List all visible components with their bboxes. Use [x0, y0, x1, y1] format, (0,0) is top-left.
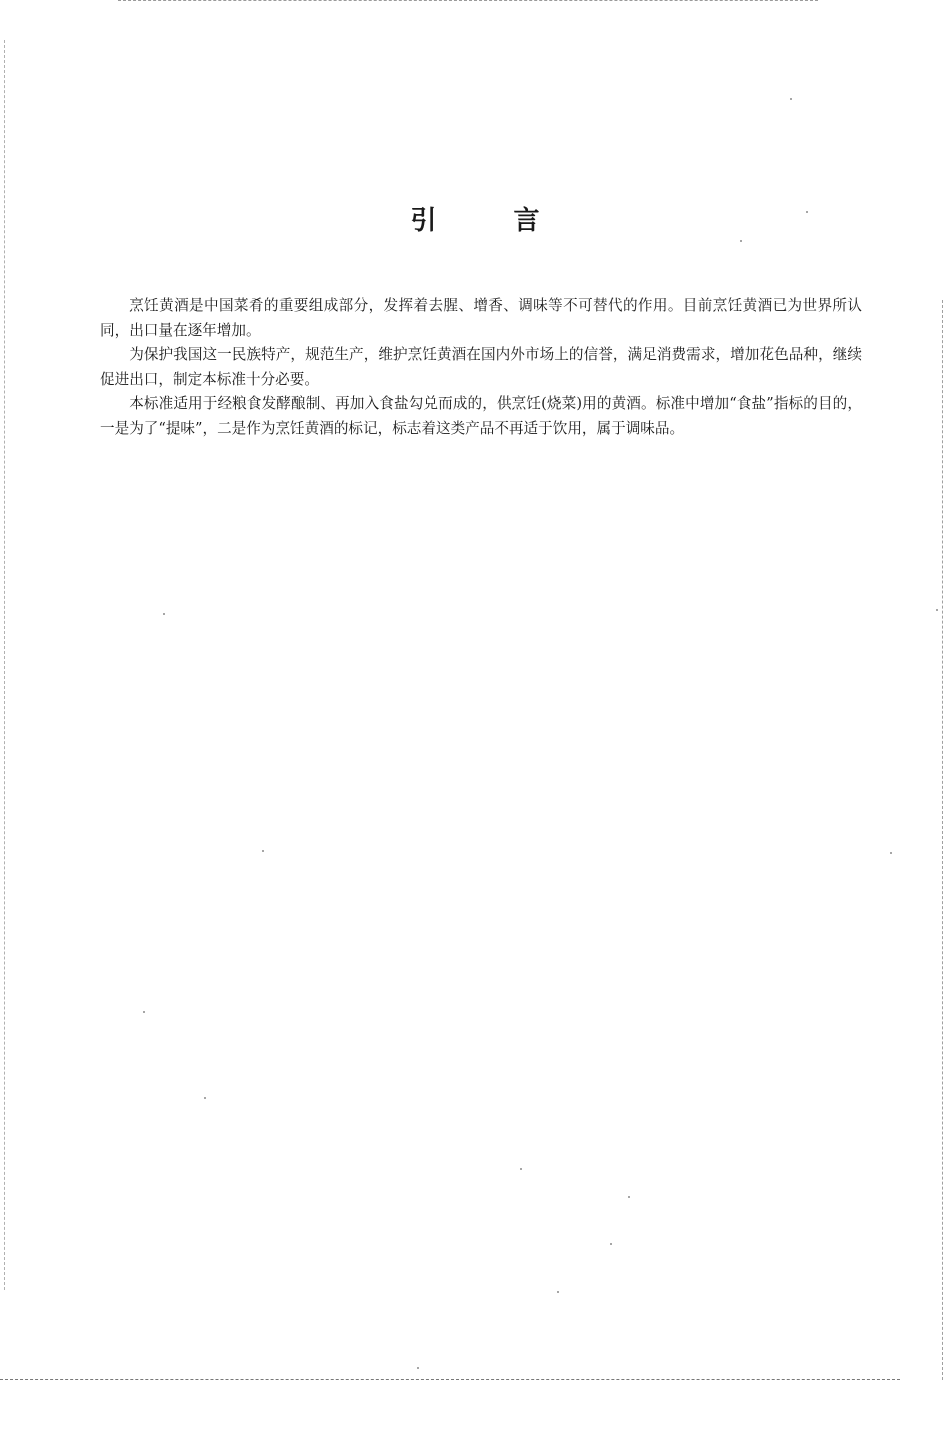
scan-speck: [790, 98, 792, 100]
scan-speck: [890, 852, 892, 854]
scan-speck: [143, 1011, 145, 1013]
page-title: 引 言: [410, 206, 574, 236]
scan-speck: [628, 1196, 630, 1198]
scan-speck: [610, 1243, 612, 1245]
scan-speck: [417, 1367, 419, 1369]
scan-border-bottom: [0, 1379, 900, 1380]
scan-border-right: [942, 300, 943, 1380]
paragraph-3: 本标准适用于经粮食发酵酿制、再加入食盐勾兑而成的，供烹饪(烧菜)用的黄酒。标准中增加“食盐”指标的目的，一是为了“提味”，二是作为烹饪黄酒的标记，标志着这类产品不再适于饮用，属于调味品。: [100, 395, 862, 437]
scan-speck: [936, 609, 938, 611]
scan-speck: [262, 850, 264, 852]
scan-speck: [740, 240, 742, 242]
scan-speck: [520, 1168, 522, 1170]
paragraph-1: 烹饪黄酒是中国菜肴的重要组成部分，发挥着去腥、增香、调味等不可替代的作用。目前烹饪黄酒已为世界所认同，出口量在逐年增加。: [100, 297, 862, 339]
scan-speck: [163, 613, 165, 615]
scan-speck: [204, 1097, 206, 1099]
paragraph-2: 为保护我国这一民族特产，规范生产，维护烹饪黄酒在国内外市场上的信誉，满足消费需求，增加花色品种，继续促进出口，制定本标准十分必要。: [100, 346, 862, 388]
scan-speck: [557, 1291, 559, 1293]
body-text: [100, 294, 862, 441]
scan-speck: [806, 211, 808, 213]
scan-border-top: [118, 0, 818, 1]
